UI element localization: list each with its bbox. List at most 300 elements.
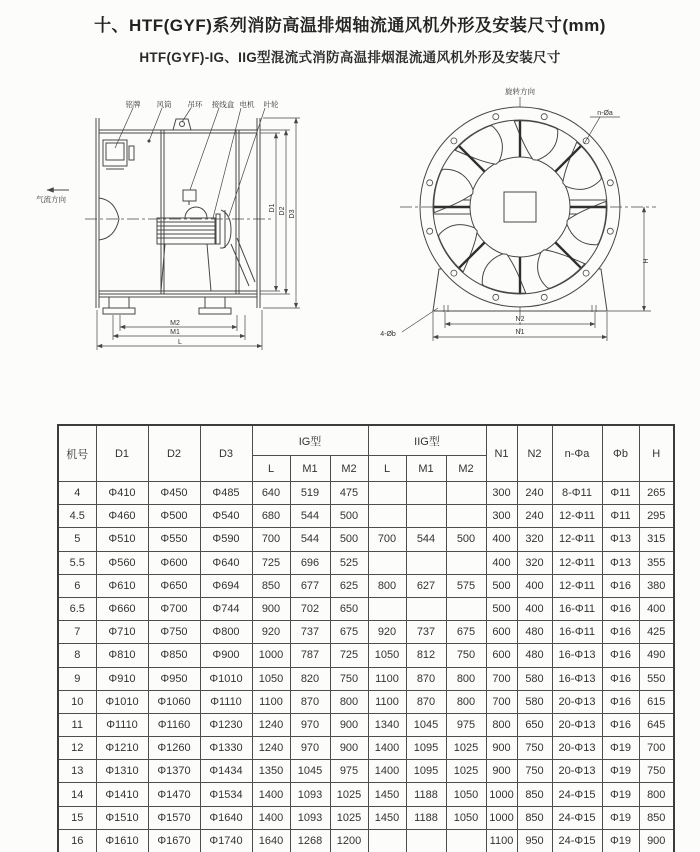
- table-cell: 900: [252, 597, 290, 620]
- table-cell: 1450: [368, 783, 406, 806]
- table-cell: 850: [252, 574, 290, 597]
- table-cell: Φ16: [602, 713, 639, 736]
- table-cell: 1000: [252, 644, 290, 667]
- table-cell: 20-Φ13: [552, 760, 602, 783]
- column-header: H: [639, 425, 674, 482]
- table-row: [58, 806, 674, 829]
- table-cell: 1093: [290, 806, 330, 829]
- table-cell: Φ450: [148, 482, 200, 505]
- table-cell: Φ16: [602, 597, 639, 620]
- table-cell: 5.5: [58, 551, 96, 574]
- table-cell: 475: [330, 482, 368, 505]
- table-cell: Φ510: [96, 528, 148, 551]
- table-cell: 15: [58, 806, 96, 829]
- table-cell: 1095: [406, 760, 446, 783]
- table-cell: Φ1160: [148, 713, 200, 736]
- table-cell: 16-Φ11: [552, 621, 602, 644]
- fan-casing: [99, 130, 257, 294]
- table-cell: 1400: [368, 737, 406, 760]
- table-cell: 24-Φ15: [552, 783, 602, 806]
- table-row: [58, 528, 674, 551]
- outlet-flange: [257, 118, 260, 308]
- table-cell: 1025: [446, 760, 486, 783]
- table-cell: 1025: [330, 806, 368, 829]
- sub-column-header: M2: [446, 456, 486, 482]
- table-cell: 20-Φ13: [552, 690, 602, 713]
- table-cell: 4: [58, 482, 96, 505]
- table-cell: 850: [639, 806, 674, 829]
- column-header: Φb: [602, 425, 639, 482]
- dim-n2: N2: [515, 316, 525, 323]
- table-cell: Φ710: [96, 621, 148, 644]
- table-cell: Φ485: [200, 482, 252, 505]
- table-cell: 750: [639, 760, 674, 783]
- table-row: [58, 667, 674, 690]
- table-cell: 850: [517, 806, 552, 829]
- table-cell: 550: [639, 667, 674, 690]
- table-cell: Φ1570: [148, 806, 200, 829]
- column-header: N2: [517, 425, 552, 482]
- label-lifting-ring: 吊环: [187, 100, 203, 109]
- table-cell: 400: [486, 528, 517, 551]
- table-cell: Φ1410: [96, 783, 148, 806]
- table-cell: [406, 597, 446, 620]
- table-cell: 800: [486, 713, 517, 736]
- fan-front-view-diagram: [358, 84, 698, 364]
- table-cell: 355: [639, 551, 674, 574]
- inlet-flange: [96, 118, 99, 308]
- table-cell: Φ410: [96, 482, 148, 505]
- table-cell: Φ1110: [96, 713, 148, 736]
- table-cell: 870: [290, 690, 330, 713]
- table-cell: 1000: [486, 806, 517, 829]
- label-airflow: 气流方向: [36, 195, 66, 204]
- table-cell: 870: [406, 690, 446, 713]
- dim-d1: D1: [269, 203, 276, 213]
- table-cell: 544: [290, 505, 330, 528]
- base-feet: [99, 297, 257, 314]
- table-cell: Φ16: [602, 644, 639, 667]
- table-cell: Φ650: [148, 574, 200, 597]
- table-cell: Φ16: [602, 574, 639, 597]
- nameplate: [103, 140, 134, 169]
- table-cell: Φ19: [602, 829, 639, 852]
- table-cell: 615: [639, 690, 674, 713]
- label-impeller: 叶轮: [263, 100, 279, 109]
- table-cell: 737: [290, 621, 330, 644]
- table-cell: 920: [252, 621, 290, 644]
- table-cell: [368, 597, 406, 620]
- table-cell: 425: [639, 621, 674, 644]
- table-row: [58, 621, 674, 644]
- table-cell: Φ1670: [148, 829, 200, 852]
- table-cell: 975: [446, 713, 486, 736]
- table-cell: 1450: [368, 806, 406, 829]
- table-cell: 519: [290, 482, 330, 505]
- table-cell: 675: [446, 621, 486, 644]
- dim-m2: M2: [170, 320, 180, 327]
- column-header: D2: [148, 425, 200, 482]
- table-cell: 1100: [252, 690, 290, 713]
- sub-column-header: L: [368, 456, 406, 482]
- label-rotation-direction: 旋转方向: [505, 87, 535, 96]
- table-cell: Φ1370: [148, 760, 200, 783]
- table-row: [58, 713, 674, 736]
- table-cell: 900: [486, 737, 517, 760]
- table-cell: Φ13: [602, 551, 639, 574]
- sub-column-header: M1: [406, 456, 446, 482]
- table-cell: Φ550: [148, 528, 200, 551]
- table-cell: 1240: [252, 737, 290, 760]
- table-cell: 7: [58, 621, 96, 644]
- table-cell: 1045: [290, 760, 330, 783]
- table-cell: 975: [330, 760, 368, 783]
- table-cell: 24-Φ15: [552, 829, 602, 852]
- table-cell: Φ1260: [148, 737, 200, 760]
- table-row: [58, 574, 674, 597]
- table-cell: Φ610: [96, 574, 148, 597]
- column-header: N1: [486, 425, 517, 482]
- table-cell: 6: [58, 574, 96, 597]
- table-row: [58, 482, 674, 505]
- table-cell: 400: [517, 574, 552, 597]
- table-cell: Φ560: [96, 551, 148, 574]
- table-cell: Φ1510: [96, 806, 148, 829]
- table-cell: 1000: [486, 783, 517, 806]
- table-cell: Φ744: [200, 597, 252, 620]
- dim-h: H: [643, 258, 650, 264]
- table-cell: 12: [58, 737, 96, 760]
- table-cell: 240: [517, 482, 552, 505]
- table-cell: 525: [330, 551, 368, 574]
- table-cell: 1340: [368, 713, 406, 736]
- label-nameplate: 铭牌: [125, 100, 141, 109]
- table-cell: 900: [330, 713, 368, 736]
- table-cell: 737: [406, 621, 446, 644]
- table-cell: 400: [517, 597, 552, 620]
- table-cell: Φ640: [200, 551, 252, 574]
- table-cell: 8-Φ11: [552, 482, 602, 505]
- table-cell: 5: [58, 528, 96, 551]
- table-cell: 1640: [252, 829, 290, 852]
- dim-n1: N1: [515, 329, 525, 336]
- table-cell: Φ1640: [200, 806, 252, 829]
- table-cell: 787: [290, 644, 330, 667]
- table-cell: Φ810: [96, 644, 148, 667]
- table-cell: 700: [486, 667, 517, 690]
- table-cell: 580: [517, 667, 552, 690]
- label-bolt-circle: n-Øa: [597, 110, 613, 117]
- table-cell: 500: [486, 574, 517, 597]
- table-cell: Φ1534: [200, 783, 252, 806]
- table-cell: Φ19: [602, 760, 639, 783]
- table-cell: 800: [330, 690, 368, 713]
- table-cell: 820: [290, 667, 330, 690]
- label-duct: 风筒: [156, 100, 172, 109]
- table-cell: 700: [368, 528, 406, 551]
- table-cell: 240: [517, 505, 552, 528]
- table-cell: 870: [406, 667, 446, 690]
- table-cell: 1050: [446, 783, 486, 806]
- table-cell: 16-Φ11: [552, 597, 602, 620]
- column-header: IG型: [252, 425, 368, 456]
- table-cell: 265: [639, 482, 674, 505]
- table-cell: 800: [639, 783, 674, 806]
- table-cell: 500: [330, 528, 368, 551]
- table-cell: 677: [290, 574, 330, 597]
- dim-m1: M1: [170, 329, 180, 336]
- table-cell: 1100: [486, 829, 517, 852]
- table-cell: 12-Φ11: [552, 574, 602, 597]
- table-cell: 1350: [252, 760, 290, 783]
- table-cell: 700: [486, 690, 517, 713]
- table-row: [58, 597, 674, 620]
- table-cell: 600: [486, 621, 517, 644]
- table-cell: [406, 505, 446, 528]
- table-cell: Φ1310: [96, 760, 148, 783]
- table-cell: [446, 505, 486, 528]
- table-cell: 400: [486, 551, 517, 574]
- table-row: [58, 644, 674, 667]
- table-cell: 700: [252, 528, 290, 551]
- table-cell: 544: [290, 528, 330, 551]
- table-cell: 6.5: [58, 597, 96, 620]
- table-cell: [368, 551, 406, 574]
- table-cell: Φ850: [148, 644, 200, 667]
- table-cell: [406, 829, 446, 852]
- table-cell: Φ1010: [96, 690, 148, 713]
- table-cell: 1050: [446, 806, 486, 829]
- table-cell: 575: [446, 574, 486, 597]
- table-cell: 11: [58, 713, 96, 736]
- table-cell: 696: [290, 551, 330, 574]
- dim-d3: D3: [289, 209, 296, 219]
- table-row: [58, 737, 674, 760]
- junction-box: [183, 190, 196, 205]
- table-cell: 500: [446, 528, 486, 551]
- table-cell: 645: [639, 713, 674, 736]
- table-cell: 320: [517, 528, 552, 551]
- table-cell: Φ950: [148, 667, 200, 690]
- table-cell: 8: [58, 644, 96, 667]
- table-cell: 625: [330, 574, 368, 597]
- table-cell: Φ1210: [96, 737, 148, 760]
- table-cell: Φ11: [602, 505, 639, 528]
- table-cell: 640: [252, 482, 290, 505]
- table-cell: 315: [639, 528, 674, 551]
- table-cell: 580: [517, 690, 552, 713]
- table-cell: [368, 482, 406, 505]
- table-cell: Φ1110: [200, 690, 252, 713]
- table-cell: Φ460: [96, 505, 148, 528]
- table-cell: 12-Φ11: [552, 551, 602, 574]
- table-cell: 320: [517, 551, 552, 574]
- table-cell: 1188: [406, 783, 446, 806]
- table-cell: Φ13: [602, 528, 639, 551]
- label-motor: 电机: [239, 100, 255, 109]
- table-cell: Φ19: [602, 806, 639, 829]
- column-header: 机号: [58, 425, 96, 482]
- diffuser-cone: [231, 238, 255, 286]
- table-cell: 500: [330, 505, 368, 528]
- dim-l: L: [178, 339, 182, 346]
- table-cell: [368, 829, 406, 852]
- table-cell: Φ700: [148, 597, 200, 620]
- table-cell: Φ660: [96, 597, 148, 620]
- table-cell: 1100: [368, 667, 406, 690]
- table-cell: 16: [58, 829, 96, 852]
- table-cell: [406, 551, 446, 574]
- table-cell: 14: [58, 783, 96, 806]
- table-cell: 750: [517, 737, 552, 760]
- table-cell: 675: [330, 621, 368, 644]
- table-cell: 1400: [368, 760, 406, 783]
- table-cell: Φ16: [602, 621, 639, 644]
- table-cell: [446, 829, 486, 852]
- table-row: [58, 829, 674, 852]
- table-cell: 750: [446, 644, 486, 667]
- table-cell: 9: [58, 667, 96, 690]
- table-cell: 300: [486, 482, 517, 505]
- column-header: D1: [96, 425, 148, 482]
- table-cell: 1050: [368, 644, 406, 667]
- table-cell: 812: [406, 644, 446, 667]
- table-cell: 900: [639, 829, 674, 852]
- table-row: [58, 783, 674, 806]
- table-cell: 650: [517, 713, 552, 736]
- lifting-ring: [173, 119, 191, 130]
- shaft-square: [504, 192, 536, 222]
- table-cell: 600: [486, 644, 517, 667]
- table-cell: Φ800: [200, 621, 252, 644]
- column-header: D3: [200, 425, 252, 482]
- table-cell: Φ600: [148, 551, 200, 574]
- table-cell: 1045: [406, 713, 446, 736]
- table-cell: Φ19: [602, 737, 639, 760]
- table-cell: 13: [58, 760, 96, 783]
- table-cell: 1400: [252, 806, 290, 829]
- table-cell: 480: [517, 644, 552, 667]
- table-cell: [368, 505, 406, 528]
- table-cell: 544: [406, 528, 446, 551]
- label-base-holes: 4-Øb: [380, 331, 396, 338]
- sub-column-header: M1: [290, 456, 330, 482]
- table-row: [58, 551, 674, 574]
- table-row: [58, 760, 674, 783]
- table-cell: 300: [486, 505, 517, 528]
- table-body: [58, 482, 674, 852]
- fan-side-view-diagram: [33, 86, 363, 358]
- table-cell: [406, 482, 446, 505]
- table-cell: Φ900: [200, 644, 252, 667]
- sub-column-header: M2: [330, 456, 368, 482]
- table-cell: 800: [446, 667, 486, 690]
- table-cell: 500: [486, 597, 517, 620]
- column-header: n-Φa: [552, 425, 602, 482]
- table-cell: 12-Φ11: [552, 505, 602, 528]
- dim-d2: D2: [279, 206, 286, 216]
- table-cell: 725: [330, 644, 368, 667]
- table-cell: Φ1010: [200, 667, 252, 690]
- table-cell: Φ11: [602, 482, 639, 505]
- table-cell: 702: [290, 597, 330, 620]
- table-cell: 1025: [446, 737, 486, 760]
- table-cell: 627: [406, 574, 446, 597]
- table-cell: 1093: [290, 783, 330, 806]
- column-header: IIG型: [368, 425, 486, 456]
- table-cell: 380: [639, 574, 674, 597]
- table-cell: 4.5: [58, 505, 96, 528]
- table-cell: 20-Φ13: [552, 713, 602, 736]
- table-cell: 750: [330, 667, 368, 690]
- table-cell: 1025: [330, 783, 368, 806]
- table-cell: [446, 597, 486, 620]
- table-cell: 12-Φ11: [552, 528, 602, 551]
- dimension-table: [57, 424, 675, 852]
- page-subtitle: HTF(GYF)-IG、IIG型混流式消防高温排烟混流通风机外形及安装尺寸: [139, 50, 561, 65]
- table-cell: Φ910: [96, 667, 148, 690]
- table-cell: 800: [446, 690, 486, 713]
- table-cell: 1050: [252, 667, 290, 690]
- table-cell: 850: [517, 783, 552, 806]
- table-cell: 1095: [406, 737, 446, 760]
- label-junction-box: 接线盒: [211, 100, 235, 109]
- table-cell: Φ540: [200, 505, 252, 528]
- table-cell: 10: [58, 690, 96, 713]
- table-cell: 900: [330, 737, 368, 760]
- table-cell: 900: [486, 760, 517, 783]
- table-cell: [446, 551, 486, 574]
- table-cell: Φ16: [602, 667, 639, 690]
- table-cell: 16-Φ13: [552, 667, 602, 690]
- table-cell: 700: [639, 737, 674, 760]
- table-cell: 1200: [330, 829, 368, 852]
- table-cell: Φ590: [200, 528, 252, 551]
- table-cell: 16-Φ13: [552, 644, 602, 667]
- table-cell: Φ1060: [148, 690, 200, 713]
- table-head: [58, 425, 674, 482]
- table-cell: 1188: [406, 806, 446, 829]
- table-row: [58, 505, 674, 528]
- table-cell: Φ1434: [200, 760, 252, 783]
- table-cell: 970: [290, 737, 330, 760]
- table-cell: 970: [290, 713, 330, 736]
- table-cell: 1400: [252, 783, 290, 806]
- table-cell: Φ16: [602, 690, 639, 713]
- table-cell: 480: [517, 621, 552, 644]
- table-cell: 490: [639, 644, 674, 667]
- motor: [157, 207, 215, 291]
- table-cell: 1240: [252, 713, 290, 736]
- table-cell: Φ1230: [200, 713, 252, 736]
- table-cell: Φ694: [200, 574, 252, 597]
- table-cell: Φ1740: [200, 829, 252, 852]
- table-cell: Φ1470: [148, 783, 200, 806]
- table-cell: Φ500: [148, 505, 200, 528]
- table-cell: [446, 482, 486, 505]
- table-cell: Φ1610: [96, 829, 148, 852]
- table-cell: 295: [639, 505, 674, 528]
- table-cell: 24-Φ15: [552, 806, 602, 829]
- table-cell: 1100: [368, 690, 406, 713]
- table-cell: 750: [517, 760, 552, 783]
- table-cell: 725: [252, 551, 290, 574]
- table-cell: 950: [517, 829, 552, 852]
- table-row: [58, 690, 674, 713]
- table-cell: 400: [639, 597, 674, 620]
- table-cell: 800: [368, 574, 406, 597]
- table-cell: Φ1330: [200, 737, 252, 760]
